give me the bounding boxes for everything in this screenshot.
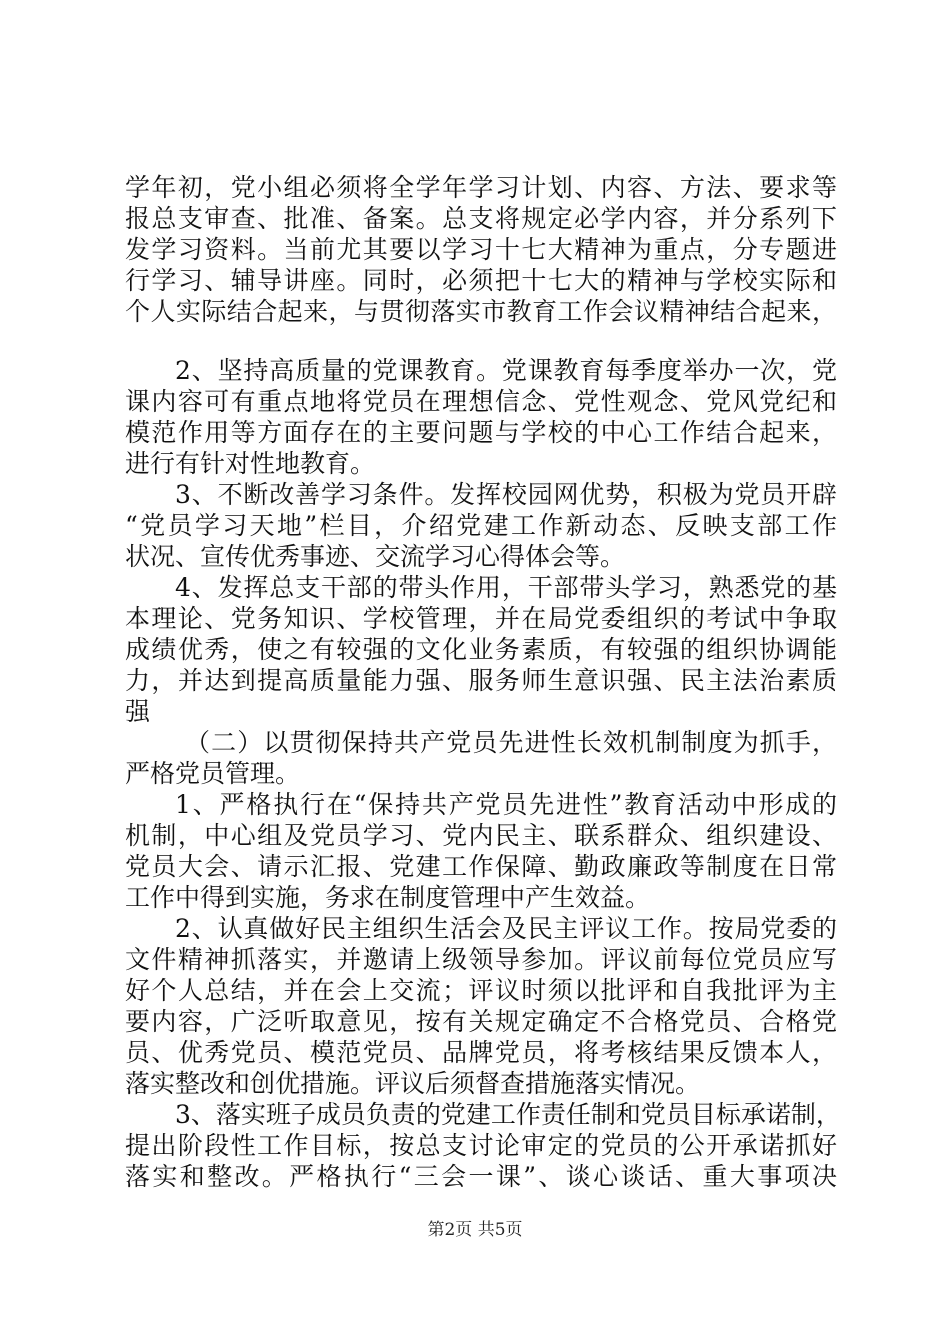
paragraph-democratic-review: [125, 913, 837, 1099]
text-line: 2、认真做好民主组织生活会及民主评议工作。按局党委的: [175, 914, 837, 943]
text-line: 好个人总结，并在会上交流；评议时须以批评和自我批评为主: [125, 976, 837, 1005]
text-line: 3、落实班子成员负责的党建工作责任制和党员目标承诺制，: [175, 1100, 841, 1129]
text-line: 成绩优秀，使之有较强的文化业务素质，有较强的组织协调能: [125, 635, 837, 664]
paragraph-cadre-role: [125, 572, 837, 727]
text-line: 严格党员管理。: [125, 759, 301, 788]
paragraph-gap: [125, 327, 837, 355]
paragraph-study-plan: [125, 172, 837, 327]
text-line: 模范作用等方面存在的主要问题与学校的中心工作结合起来，: [125, 418, 837, 447]
text-line: 强: [125, 697, 151, 726]
text-line: 学年初，党小组必须将全学年学习计划、内容、方法、要求等: [125, 173, 837, 202]
text-line: 要内容，广泛听取意见，按有关规定确定不合格党员、合格党: [125, 1007, 837, 1036]
page-number-label: 第2页 共5页: [427, 1220, 523, 1240]
text-line: 2、坚持高质量的党课教育。党课教育每季度举办一次，党: [175, 356, 837, 385]
text-line: 力，并达到提高质量能力强、服务师生意识强、民主法治素质: [125, 666, 837, 695]
paragraph-mechanism: [125, 789, 837, 913]
text-line: （二）以贯彻保持共产党员先进性长效机制制度为抓手，: [185, 728, 837, 757]
paragraph-party-lessons: [125, 355, 837, 479]
paragraph-responsibility-system: [125, 1099, 841, 1192]
document-body: [125, 172, 841, 1192]
text-line: 4、发挥总支干部的带头作用，干部带头学习，熟悉党的基: [175, 573, 837, 602]
text-line: 员、优秀党员、模范党员、品牌党员，将考核结果反馈本人，: [125, 1038, 837, 1067]
page-footer: [0, 1219, 950, 1241]
text-line: 课内容可有重点地将党员在理想信念、党性观念、党风党纪和: [125, 387, 837, 416]
text-line: 状况、宣传优秀事迹、交流学习心得体会等。: [125, 542, 626, 571]
text-line: 本理论、党务知识、学校管理，并在局党委组织的考试中争取: [125, 604, 837, 633]
text-line: 文件精神抓落实，并邀请上级领导参加。评议前每位党员应写: [125, 945, 837, 974]
section-heading-two: [125, 727, 837, 789]
text-line: 机制，中心组及党员学习、党内民主、联系群众、组织建设、: [125, 821, 837, 850]
text-line: 发学习资料。当前尤其要以学习十七大精神为重点，分专题进: [125, 235, 837, 264]
text-line: 报总支审查、批准、备案。总支将规定必学内容，并分系列下: [125, 204, 837, 233]
text-line: 落实和整改。严格执行“三会一课”、谈心谈话、重大事项决: [125, 1162, 837, 1191]
paragraph-study-conditions: [125, 479, 837, 572]
text-line: 工作中得到实施，务求在制度管理中产生效益。: [125, 883, 651, 912]
text-line: 个人实际结合起来，与贯彻落实市教育工作会议精神结合起来，: [125, 297, 837, 326]
text-line: 1、严格执行在“保持共产党员先进性”教育活动中形成的: [175, 790, 837, 819]
text-line: “党员学习天地”栏目，介绍党建工作新动态、反映支部工作: [125, 511, 837, 540]
text-line: 提出阶段性工作目标，按总支讨论审定的党员的公开承诺抓好: [125, 1131, 837, 1160]
text-line: 党员大会、请示汇报、党建工作保障、勤政廉政等制度在日常: [125, 852, 837, 881]
text-line: 进行有针对性地教育。: [125, 449, 376, 478]
text-line: 3、不断改善学习条件。发挥校园网优势，积极为党员开辟: [175, 480, 837, 509]
text-line: 落实整改和创优措施。评议后须督查措施落实情况。: [125, 1069, 701, 1098]
text-line: 行学习、辅导讲座。同时，必须把十七大的精神与学校实际和: [125, 266, 837, 295]
